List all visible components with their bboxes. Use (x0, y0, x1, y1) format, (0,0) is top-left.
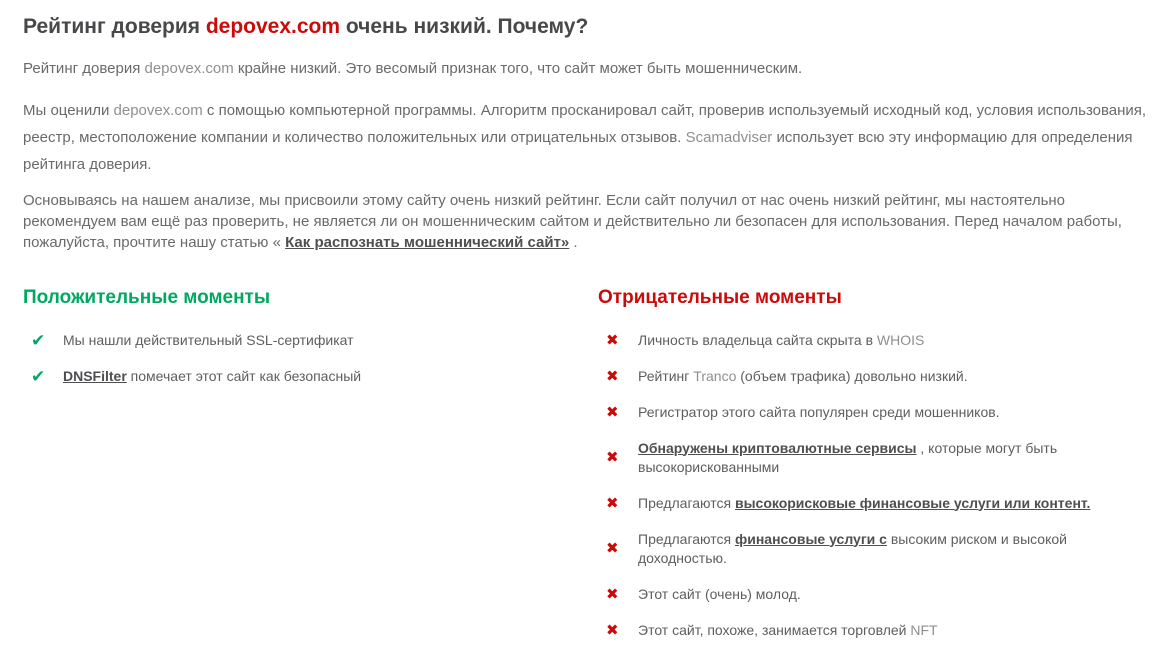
title-prefix: Рейтинг доверия (23, 15, 206, 38)
pros-heading: Положительные моменты (23, 286, 271, 308)
cross-icon: ✖ (606, 540, 619, 557)
text-segment: , которые могут быть высокорискованными (638, 439, 1058, 475)
text-segment: Предлагаются (638, 530, 735, 547)
title-suffix: очень низкий. Почему? (340, 15, 589, 38)
list-item-text (63, 367, 361, 386)
cross-icon: ✖ (606, 331, 619, 349)
list-item (606, 585, 1150, 604)
text-segment: (объем трафика) довольно низкий. (736, 367, 968, 384)
list-item-text (638, 530, 1103, 568)
inline-link[interactable]: Tranco (693, 367, 737, 384)
text-segment: Мы оценили (23, 101, 114, 119)
inline-link[interactable]: Scamadviser (685, 128, 773, 146)
text-segment: Этот сайт, похоже, занимается торговлей (638, 621, 911, 638)
check-icon: ✔ (31, 330, 46, 350)
list-item (31, 367, 598, 386)
text-segment: Регистратор этого сайта популярен среди мошенников. (638, 403, 1000, 420)
list-item (606, 367, 1150, 386)
list-item-text (638, 331, 924, 350)
cross-icon: ✖ (606, 494, 619, 512)
list-item (31, 331, 598, 350)
list-item-text (63, 331, 354, 350)
intro-paragraph-1 (23, 58, 1150, 81)
text-segment: помечает этот сайт как безопасный (126, 367, 362, 384)
cross-icon: ✖ (606, 367, 619, 385)
text-segment: использует всю эту информацию для определения рейтинга доверия. (23, 128, 1133, 173)
inline-link[interactable]: depovex.com (144, 60, 234, 77)
text-segment: Предлагаются (638, 494, 735, 511)
title-domain: depovex.com (205, 15, 341, 38)
list-item (606, 530, 1150, 568)
cross-icon: ✖ (606, 403, 619, 421)
inline-link[interactable]: Как распознать мошеннический сайт» (285, 233, 570, 251)
text-segment: Рейтинг доверия (23, 60, 145, 77)
list-item-text (638, 585, 801, 604)
page-title (23, 14, 1150, 39)
list-item-text (638, 439, 1103, 477)
text-segment: Рейтинг (638, 367, 694, 384)
inline-link[interactable]: DNSFilter (63, 367, 127, 384)
cross-icon: ✖ (606, 585, 619, 603)
text-segment: с помощью компьютерной программы. Алгоритм просканировал сайт, проверив используемый исходный код, условия использования, реестр, местоположение компании и количество положительных или отрицательных отзывов. (23, 101, 1147, 146)
inline-link[interactable]: NFT (910, 621, 938, 638)
cross-icon: ✖ (606, 449, 619, 466)
intro-paragraph-3 (23, 190, 1150, 253)
intro-paragraph-2 (23, 97, 1150, 178)
pros-list (23, 331, 598, 386)
text-segment: высоким риском и высокой доходностью. (638, 530, 1067, 566)
list-item (606, 621, 1150, 640)
text-segment: Этот сайт (очень) молод. (638, 585, 801, 602)
text-segment: крайне низкий. Это весомый признак того, что сайт может быть мошенническим. (233, 60, 803, 77)
inline-link[interactable]: depovex.com (113, 101, 203, 119)
text-segment: . (569, 233, 578, 251)
inline-link[interactable]: Обнаружены криптовалютные сервисы (638, 439, 917, 456)
cons-heading: Отрицательные моменты (598, 286, 842, 308)
list-item (606, 403, 1150, 422)
list-item (606, 331, 1150, 350)
list-item-text (638, 494, 1090, 513)
pros-column (23, 286, 598, 657)
pros-cons-section (23, 286, 1150, 657)
text-segment: Основываясь на нашем анализе, мы присвоили этому сайту очень низкий рейтинг. Если сайт получил от нас очень низкий рейтинг, мы настоятельно рекомендуем вам ещё раз проверить, не является ли он мошенническим сайтом и действительно ли безопасен для использования. Перед началом работы, пожалуйста, прочтите нашу статью « (23, 191, 1122, 251)
text-segment: Личность владельца сайта скрыта в (638, 331, 877, 348)
cons-list (598, 331, 1150, 640)
inline-link[interactable]: WHOIS (876, 331, 925, 348)
list-item-text (638, 367, 968, 386)
inline-link[interactable]: финансовые услуги с (734, 530, 887, 547)
text-segment: Мы нашли действительный SSL-сертификат (63, 331, 354, 348)
cross-icon: ✖ (606, 621, 619, 639)
inline-link[interactable]: высокорисковые финансовые услуги или контент. (734, 494, 1091, 511)
list-item (606, 439, 1150, 477)
list-item-text (638, 621, 938, 640)
check-icon: ✔ (31, 366, 46, 386)
list-item (606, 494, 1150, 513)
list-item-text (638, 403, 1000, 422)
cons-column (598, 286, 1150, 657)
